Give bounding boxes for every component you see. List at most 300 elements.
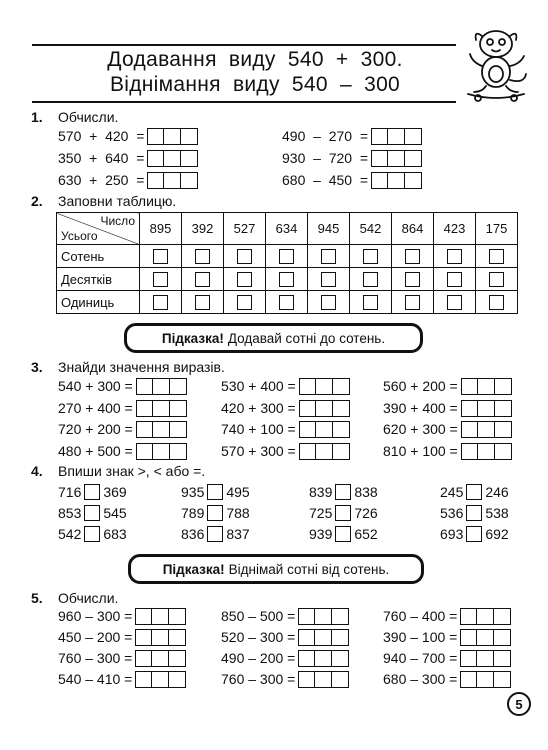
digit-box[interactable] [147,128,164,145]
answer-boxes[interactable] [298,629,349,646]
sign-box[interactable] [335,526,351,542]
digit-box[interactable] [136,421,153,438]
title-line-1: Додавання виду 540 + 300. [107,48,403,71]
answer-box[interactable] [447,272,462,287]
answer-boxes[interactable] [147,128,198,145]
row-label: Одиниць [57,291,140,314]
table-number: 423 [434,213,476,245]
digit-box[interactable] [333,400,350,417]
right-number: 726 [354,505,378,521]
digit-box[interactable] [495,400,512,417]
task-5-row [221,607,349,625]
digit-box[interactable] [153,443,170,460]
answer-boxes[interactable] [299,421,350,438]
digit-box[interactable] [170,378,187,395]
answer-box[interactable] [363,272,378,287]
task-4-number: 4. [31,463,43,479]
bottom-rule [32,101,456,103]
expression: 760 – 300 = [58,650,133,666]
answer-box[interactable] [447,295,462,310]
answer-box[interactable] [153,272,168,287]
digit-box[interactable] [477,650,494,667]
compare-item [58,504,127,522]
right-number: 683 [103,526,127,542]
compare-item [440,504,509,522]
row-label: Десятків [57,268,140,291]
digit-box[interactable] [494,650,511,667]
digit-box[interactable] [164,172,181,189]
sign-box[interactable] [335,505,351,521]
task-1-row [58,127,198,145]
table-cell[interactable] [140,245,182,268]
digit-box[interactable] [332,629,349,646]
right-number: 692 [485,526,509,542]
digit-box[interactable] [388,172,405,189]
task-5-row [58,670,186,688]
digit-box[interactable] [388,150,405,167]
expression: 390 – 100 = [383,629,458,645]
expression: 930 – 720 = [282,150,369,166]
table-row [57,291,518,314]
answer-box[interactable] [489,272,504,287]
table-cell[interactable] [434,268,476,291]
digit-box[interactable] [333,378,350,395]
compare-item [58,483,127,501]
answer-box[interactable] [489,295,504,310]
task-5-row [221,649,349,667]
digit-box[interactable] [460,671,477,688]
answer-box[interactable] [447,249,462,264]
digit-box[interactable] [316,421,333,438]
digit-box[interactable] [405,172,422,189]
digit-box[interactable] [494,608,511,625]
table-cell[interactable] [182,245,224,268]
answer-boxes[interactable] [460,671,511,688]
task-5-row [383,649,511,667]
answer-boxes[interactable] [461,400,512,417]
digit-box[interactable] [332,608,349,625]
sign-box[interactable] [84,484,100,500]
expression: 450 – 200 = [58,629,133,645]
answer-boxes[interactable] [299,378,350,395]
sign-box[interactable] [466,505,482,521]
digit-box[interactable] [477,608,494,625]
digit-box[interactable] [170,421,187,438]
digit-box[interactable] [164,128,181,145]
digit-box[interactable] [136,378,153,395]
task-3-row [383,399,512,417]
digit-box[interactable] [299,443,316,460]
expression: 680 – 300 = [383,671,458,687]
compare-item [181,525,250,543]
expression: 490 – 200 = [221,650,296,666]
task-3-row [383,377,512,395]
digit-box[interactable] [461,421,478,438]
digit-box[interactable] [136,443,153,460]
compare-item [440,525,509,543]
digit-box[interactable] [135,650,152,667]
expression: 350 + 640 = [58,150,145,166]
table-cell[interactable] [392,245,434,268]
answer-box[interactable] [321,295,336,310]
task-3-number: 3. [31,359,43,375]
expression: 760 – 300 = [221,671,296,687]
expression: 960 – 300 = [58,608,133,624]
table-number: 392 [182,213,224,245]
table-header-row [57,213,518,245]
task-5-row [383,670,511,688]
digit-box[interactable] [478,378,495,395]
digit-box[interactable] [478,421,495,438]
task-5-number: 5. [31,590,43,606]
digit-box[interactable] [316,400,333,417]
task-1-row [58,149,198,167]
answer-boxes[interactable] [298,671,349,688]
digit-box[interactable] [461,443,478,460]
digit-box[interactable] [298,629,315,646]
digit-box[interactable] [181,128,198,145]
left-number: 853 [58,505,82,521]
table-cell[interactable] [266,268,308,291]
answer-boxes[interactable] [460,608,511,625]
digit-box[interactable] [315,671,332,688]
digit-box[interactable] [460,629,477,646]
answer-boxes[interactable] [147,172,198,189]
digit-box[interactable] [153,421,170,438]
expression: 480 + 500 = [58,443,133,459]
table-cell[interactable] [224,268,266,291]
answer-box[interactable] [279,249,294,264]
right-number: 495 [226,484,250,500]
answer-boxes[interactable] [460,629,511,646]
digit-box[interactable] [495,378,512,395]
expression: 850 – 500 = [221,608,296,624]
digit-box[interactable] [371,128,388,145]
task-1-row [58,171,198,189]
expression: 490 – 270 = [282,128,369,144]
page-number: 5 [507,692,531,716]
digit-box[interactable] [147,172,164,189]
sign-box[interactable] [207,526,223,542]
table-number: 634 [266,213,308,245]
table-cell[interactable] [476,268,518,291]
table-cell[interactable] [476,291,518,314]
digit-box[interactable] [299,400,316,417]
place-value-table [56,212,518,314]
digit-box[interactable] [315,608,332,625]
digit-box[interactable] [371,150,388,167]
digit-box[interactable] [153,400,170,417]
hint-box-subtraction [128,554,424,584]
compare-item [309,525,378,543]
table-corner [57,213,140,245]
digit-box[interactable] [316,378,333,395]
compare-item [440,483,509,501]
digit-box[interactable] [478,400,495,417]
expression: 520 – 300 = [221,629,296,645]
task-3-row [221,377,350,395]
digit-box[interactable] [333,421,350,438]
answer-boxes[interactable] [461,378,512,395]
task-2-number: 2. [31,193,43,209]
answer-boxes[interactable] [460,650,511,667]
table-number: 864 [392,213,434,245]
answer-boxes[interactable] [461,421,512,438]
expression: 570 + 300 = [221,443,296,459]
right-number: 838 [354,484,378,500]
answer-box[interactable] [363,249,378,264]
digit-box[interactable] [164,150,181,167]
digit-box[interactable] [169,608,186,625]
digit-box[interactable] [315,650,332,667]
task-1-row [282,127,422,145]
table-cell[interactable] [350,291,392,314]
digit-box[interactable] [152,671,169,688]
expression: 270 + 400 = [58,400,133,416]
sign-box[interactable] [207,484,223,500]
answer-box[interactable] [405,295,420,310]
answer-box[interactable] [405,272,420,287]
sign-box[interactable] [207,505,223,521]
right-number: 369 [103,484,127,500]
sign-box[interactable] [335,484,351,500]
task-1-number: 1. [31,109,43,125]
answer-box[interactable] [195,272,210,287]
sign-box[interactable] [84,505,100,521]
task-3-row [221,420,350,438]
digit-box[interactable] [460,608,477,625]
digit-box[interactable] [152,608,169,625]
digit-box[interactable] [477,671,494,688]
table-cell[interactable] [392,268,434,291]
row-label: Сотень [57,245,140,268]
digit-box[interactable] [477,629,494,646]
answer-box[interactable] [321,249,336,264]
compare-item [181,504,250,522]
digit-box[interactable] [405,128,422,145]
right-number: 788 [226,505,250,521]
digit-box[interactable] [181,150,198,167]
answer-boxes[interactable] [136,400,187,417]
expression: 940 – 700 = [383,650,458,666]
answer-boxes[interactable] [136,443,187,460]
digit-box[interactable] [135,629,152,646]
answer-box[interactable] [195,295,210,310]
task-3-row [383,442,512,460]
answer-box[interactable] [153,249,168,264]
table-cell[interactable] [266,245,308,268]
answer-box[interactable] [195,249,210,264]
table-cell[interactable] [434,245,476,268]
answer-box[interactable] [321,272,336,287]
table-cell[interactable] [350,268,392,291]
digit-box[interactable] [461,400,478,417]
digit-box[interactable] [494,671,511,688]
table-row [57,245,518,268]
answer-box[interactable] [237,249,252,264]
answer-boxes[interactable] [147,150,198,167]
sign-box[interactable] [466,526,482,542]
task-3-row [58,442,187,460]
task-3-row [58,377,187,395]
right-number: 246 [485,484,509,500]
digit-box[interactable] [298,650,315,667]
table-row [57,268,518,291]
table-cell[interactable] [182,268,224,291]
digit-box[interactable] [405,150,422,167]
left-number: 939 [309,526,333,542]
expression: 530 + 400 = [221,378,296,394]
compare-item [181,483,250,501]
answer-boxes[interactable] [136,378,187,395]
answer-box[interactable] [363,295,378,310]
task-5-row [221,670,349,688]
table-cell[interactable] [308,268,350,291]
table-cell[interactable] [308,291,350,314]
expression: 680 – 450 = [282,172,369,188]
expression: 560 + 200 = [383,378,458,394]
answer-boxes[interactable] [299,443,350,460]
table-cell[interactable] [392,291,434,314]
hint-box-addition [124,323,423,353]
digit-box[interactable] [152,629,169,646]
task-3-instruction: Знайди значення виразів. [58,359,225,375]
task-1-row [282,171,422,189]
digit-box[interactable] [299,378,316,395]
table-number: 542 [350,213,392,245]
task-5-row [383,607,511,625]
answer-boxes[interactable] [135,629,186,646]
digit-box[interactable] [332,671,349,688]
answer-boxes[interactable] [135,608,186,625]
answer-boxes[interactable] [298,650,349,667]
expression: 630 + 250 = [58,172,145,188]
answer-box[interactable] [153,295,168,310]
right-number: 538 [485,505,509,521]
answer-boxes[interactable] [299,400,350,417]
expression: 740 + 100 = [221,421,296,437]
digit-box[interactable] [460,650,477,667]
sign-box[interactable] [466,484,482,500]
answer-boxes[interactable] [371,150,422,167]
expression: 760 – 400 = [383,608,458,624]
table-cell[interactable] [140,268,182,291]
digit-box[interactable] [169,671,186,688]
digit-box[interactable] [170,400,187,417]
table-cell[interactable] [266,291,308,314]
hint-label: Підказка! [161,330,224,346]
digit-box[interactable] [298,671,315,688]
answer-boxes[interactable] [371,172,422,189]
table-cell[interactable] [224,291,266,314]
left-number: 536 [440,505,464,521]
table-cell[interactable] [350,245,392,268]
digit-box[interactable] [316,443,333,460]
answer-boxes[interactable] [136,421,187,438]
table-number: 895 [140,213,182,245]
digit-box[interactable] [298,608,315,625]
digit-box[interactable] [153,378,170,395]
answer-box[interactable] [405,249,420,264]
answer-box[interactable] [489,249,504,264]
left-number: 839 [309,484,333,500]
digit-box[interactable] [495,443,512,460]
digit-box[interactable] [135,671,152,688]
digit-box[interactable] [333,443,350,460]
table-cell[interactable] [308,245,350,268]
table-cell[interactable] [182,291,224,314]
digit-box[interactable] [461,378,478,395]
digit-box[interactable] [169,629,186,646]
task-1-instruction: Обчисли. [58,109,119,125]
expression: 620 + 300 = [383,421,458,437]
answer-box[interactable] [279,272,294,287]
digit-box[interactable] [494,629,511,646]
task-1-row [282,149,422,167]
digit-box[interactable] [332,650,349,667]
digit-box[interactable] [388,128,405,145]
task-4-instruction: Впиши знак >, < або =. [58,463,206,479]
answer-boxes[interactable] [135,650,186,667]
table-cell[interactable] [434,291,476,314]
answer-boxes[interactable] [461,443,512,460]
answer-boxes[interactable] [371,128,422,145]
expression: 420 + 300 = [221,400,296,416]
task-5-row [383,628,511,646]
table-number: 175 [476,213,518,245]
answer-boxes[interactable] [298,608,349,625]
task-5-row [58,628,186,646]
left-number: 725 [309,505,333,521]
digit-box[interactable] [135,608,152,625]
left-number: 836 [181,526,205,542]
digit-box[interactable] [169,650,186,667]
task-3-row [58,399,187,417]
task-5-row [58,649,186,667]
table-cell[interactable] [224,245,266,268]
sign-box[interactable] [84,526,100,542]
table-number: 945 [308,213,350,245]
answer-boxes[interactable] [135,671,186,688]
corner-bottom-label: Усього [61,229,98,243]
digit-box[interactable] [371,172,388,189]
compare-item [309,483,378,501]
digit-box[interactable] [170,443,187,460]
answer-box[interactable] [237,295,252,310]
digit-box[interactable] [136,400,153,417]
answer-box[interactable] [279,295,294,310]
table-cell[interactable] [140,291,182,314]
answer-box[interactable] [237,272,252,287]
table-number: 527 [224,213,266,245]
hint-text: Віднімай сотні від сотень. [228,561,390,577]
task-3-row [58,420,187,438]
left-number: 245 [440,484,464,500]
digit-box[interactable] [147,150,164,167]
digit-box[interactable] [315,629,332,646]
digit-box[interactable] [152,650,169,667]
digit-box[interactable] [495,421,512,438]
title-line-2: Віднімання виду 540 – 300 [109,73,401,96]
digit-box[interactable] [181,172,198,189]
table-cell[interactable] [476,245,518,268]
left-number: 693 [440,526,464,542]
task-3-row [221,399,350,417]
digit-box[interactable] [478,443,495,460]
digit-box[interactable] [299,421,316,438]
task-5-row [58,607,186,625]
task-5-row [221,628,349,646]
